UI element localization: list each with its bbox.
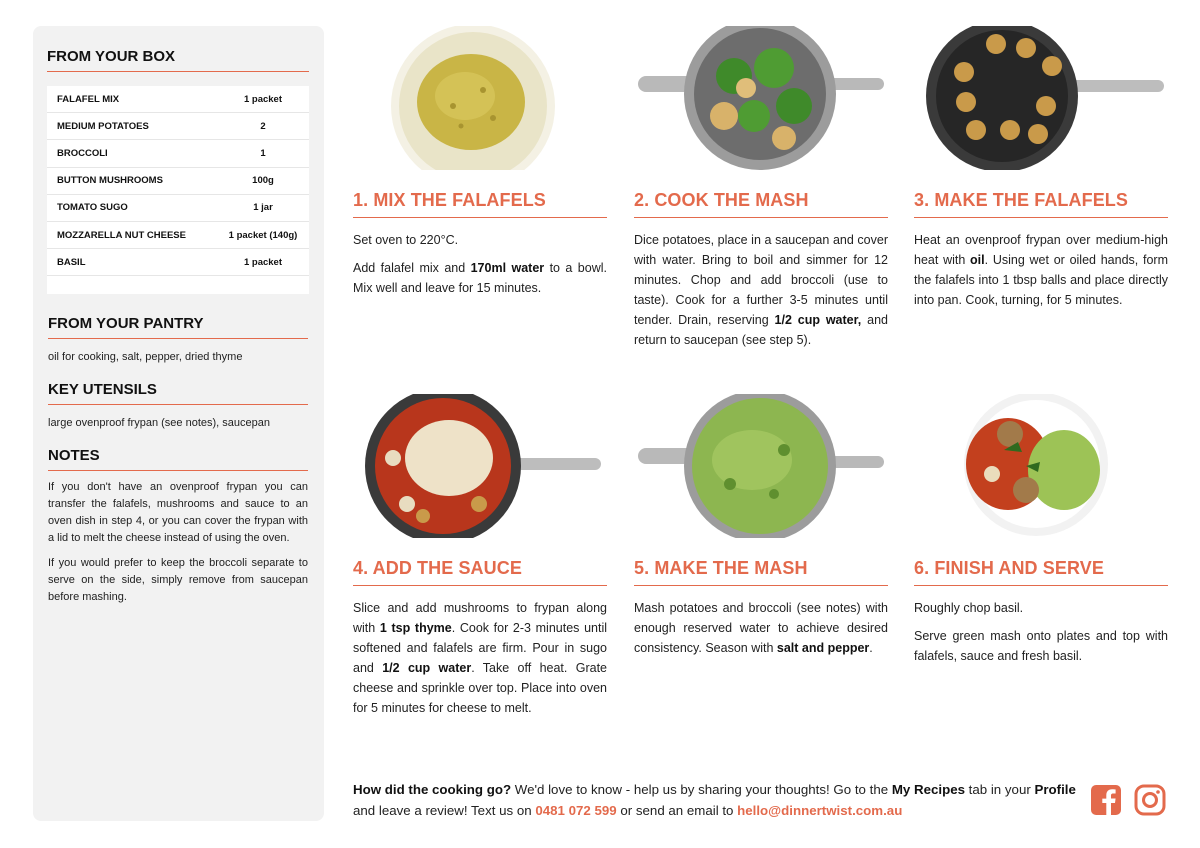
frypan-sauce-cheese-photo [353, 394, 607, 538]
ingredient-qty: 100g [252, 175, 274, 187]
step-5-title: 5. MAKE THE MASH [634, 558, 888, 586]
step-2-title: 2. COOK THE MASH [634, 190, 888, 218]
note-paragraph: If you don't have an ovenproof frypan you can transfer the falafels, mushrooms and sauce to an oven dish in step 4, or you can cover the frypan with a lid to melt the cheese instead of using the oven. [48, 481, 308, 544]
ingredient-row [47, 249, 309, 276]
key-utensils-heading: KEY UTENSILS [48, 381, 308, 405]
falafel-mix-bowl-photo [353, 26, 607, 170]
ingredient-name: BASIL [57, 256, 86, 268]
from-your-box-heading: FROM YOUR BOX [47, 48, 309, 72]
step-6-title: 6. FINISH AND SERVE [914, 558, 1168, 586]
ingredient-name: FALAFEL MIX [57, 93, 120, 105]
sidebar [33, 26, 324, 821]
ingredient-row [47, 168, 309, 195]
profile-link: Profile [1034, 782, 1076, 797]
step-4-title: 4. ADD THE SAUCE [353, 558, 607, 586]
ingredient-row [47, 140, 309, 167]
my-recipes-link: My Recipes [891, 782, 965, 797]
step-6 [914, 394, 1168, 666]
saucepan-green-mash-photo [634, 394, 888, 538]
ingredient-qty: 2 [260, 120, 266, 132]
ingredient-name: MOZZARELLA NUT CHEESE [57, 229, 186, 241]
note-paragraph: If you would prefer to keep the broccoli separate to serve on the side, simply remove from saucepan before mashing. [48, 557, 308, 603]
step-3-title: 3. MAKE THE FALAFELS [914, 190, 1168, 218]
step-4 [353, 394, 607, 718]
instagram-icon[interactable] [1134, 784, 1166, 816]
step-2-text: Dice potatoes, place in a saucepan and cover with water. Bring to boil and simmer for 12 minutes. Chop and add broccoli (use to taste). Cook for a further 3-5 minutes until tender. Drain, reserving 1/2 cup water, and return to saucepan (see step 5). [634, 233, 888, 347]
ingredient-row [47, 86, 309, 113]
step-1 [353, 26, 607, 298]
email-link[interactable]: hello@dinnertwist.com.au [737, 803, 903, 818]
notes-heading: NOTES [48, 447, 308, 471]
from-your-pantry-section [48, 315, 308, 366]
notes-section [48, 447, 308, 606]
ingredient-name: BUTTON MUSHROOMS [57, 175, 163, 187]
ingredient-row [47, 222, 309, 249]
step-2 [634, 26, 888, 350]
ingredient-qty: 1 packet (140g) [228, 229, 298, 241]
key-utensils-section [48, 381, 308, 432]
ingredient-name: MEDIUM POTATOES [57, 120, 149, 132]
step-3 [914, 26, 1168, 310]
step-6-text: Roughly chop basil. [914, 601, 1024, 615]
ingredient-row [47, 195, 309, 222]
step-3-text: Heat an ovenproof frypan over medium-high heat with oil. Using wet or oiled hands, form the falafels into 1 tbsp balls and place directly into pan. Cook, turning, for 5 minutes. [914, 233, 1168, 307]
facebook-icon[interactable] [1090, 784, 1122, 816]
frypan-falafels-photo [914, 26, 1168, 170]
ingredient-qty: 1 [260, 147, 266, 159]
ingredient-qty: 1 packet [243, 256, 283, 268]
ingredient-name: BROCCOLI [57, 147, 108, 159]
step-1-text: Set oven to 220°C. [353, 233, 459, 247]
plated-dish-photo [914, 394, 1168, 538]
step-5 [634, 394, 888, 658]
from-your-pantry-heading: FROM YOUR PANTRY [48, 315, 308, 339]
pantry-text: oil for cooking, salt, pepper, dried thyme [48, 351, 243, 363]
ingredient-qty: 1 jar [253, 202, 273, 214]
utensils-text: large ovenproof frypan (see notes), saucepan [48, 417, 270, 429]
from-your-box-section [47, 48, 309, 72]
ingredient-name: TOMATO SUGO [57, 202, 128, 214]
ingredient-qty: 1 packet [243, 93, 283, 105]
step-5-text: Mash potatoes and broccoli (see notes) with enough reserved water to achieve desired consistency. Season with salt and pepper. [634, 601, 888, 655]
step-4-text: Slice and add mushrooms to frypan along with 1 tsp thyme. Cook for 2-3 minutes until softened and falafels are firm. Pour in sugo and 1/2 cup water. Take off heat. Grate cheese and sprinkle over top. Place into oven for 5 minutes for cheese to melt. [353, 601, 607, 715]
step-6-text-2: Serve green mash onto plates and top with falafels, sauce and fresh basil. [914, 629, 1168, 663]
ingredients-table [47, 86, 309, 294]
step-1-text-2: Add falafel mix and 170ml water to a bowl. Mix well and leave for 15 minutes. [353, 261, 607, 295]
ingredient-row [47, 113, 309, 140]
step-1-title: 1. MIX THE FALAFELS [353, 190, 607, 218]
saucepan-potatoes-broccoli-photo [634, 26, 888, 170]
review-prompt: How did the cooking go? We'd love to know - help us by sharing your thoughts! Go to the My Recipes tab in your Profile and leave a review! Text us on 0481 072 599 or send an email to hello@dinnertwist.com.au [353, 782, 1076, 818]
phone-number[interactable]: 0481 072 599 [535, 803, 617, 818]
